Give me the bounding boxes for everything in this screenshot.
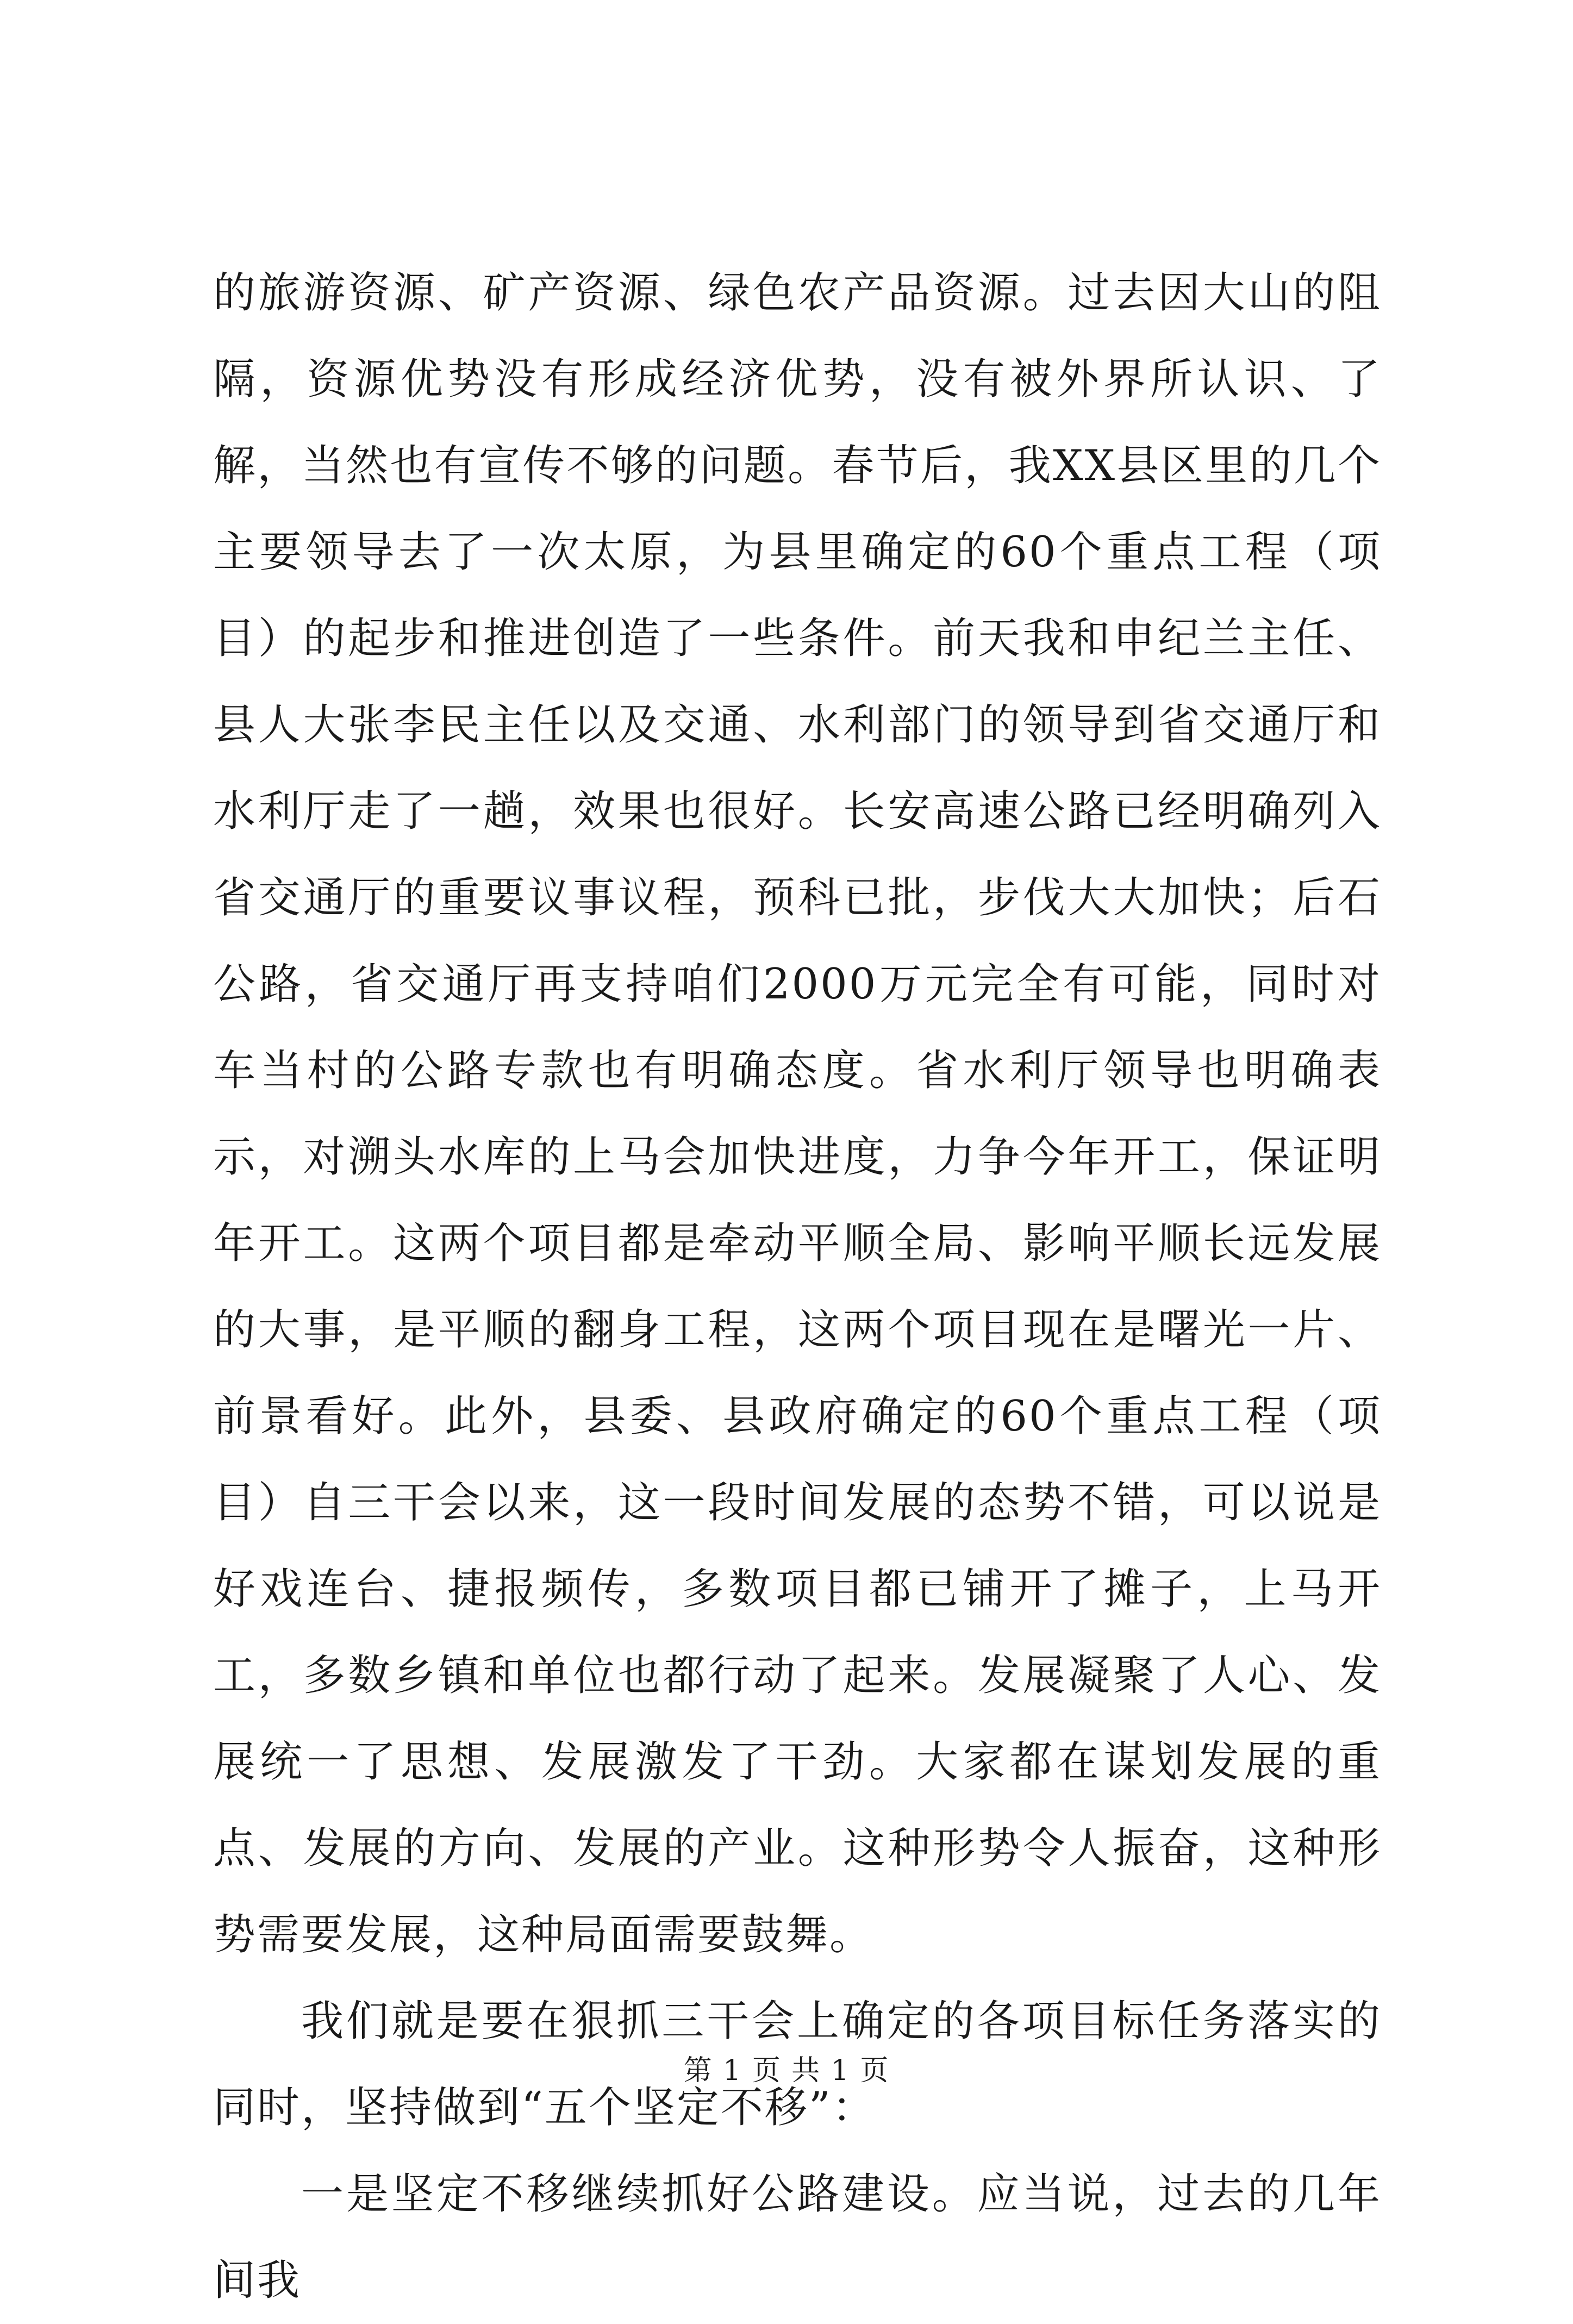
document-body [213, 250, 1382, 2324]
paragraph-road-construction: 一是坚定不移继续抓好公路建设。应当说，过去的几年间我 [213, 2170, 1382, 2305]
paragraph-five-commitments-intro: 我们就是要在狠抓三干会上确定的各项目标任务落实的同时，坚持做到“五个坚定不移”： [213, 1997, 1382, 2132]
page-footer: 第 1 页 共 1 页 [683, 2054, 890, 2087]
paragraph-continuation: 的旅游资源、矿产资源、绿色农产品资源。过去因大山的阻隔，资源优势没有形成经济优势，没有被外界所认识、了解，当然也有宣传不够的问题。春节后，我XX县区里的几个主要领导去了一次太原，为县里确定的60个重点工程（项目）的起步和推进创造了一些条件。前天我和申纪兰主任、县人大张李民主任以及交通、水利部门的领导到省交通厅和水利厅走了一趟，效果也很好。长安高速公路已经明确列入省交通厅的重要议事议程，预科已批，步伐大大加快；后石公路，省交通厅再支持咱们2000万元完全有可能，同时对车当村的公路专款也有明确态度。省水利厅领导也明确表示，对溯头水库的上马会加快进度，力争今年开工，保证明年开工。这两个项目都是牵动平顺全局、影响平顺长远发展的大事，是平顺的翻身工程，这两个项目现在是曙光一片、前景看好。此外，县委、县政府确定的60个重点工程（项目）自三干会以来，这一段时间发展的态势不错，可以说是好戏连台、捷报频传，多数项目都已铺开了摊子，上马开工，多数乡镇和单位也都行动了起来。发展凝聚了人心、发展统一了思想、发展激发了干劲。大家都在谋划发展的重点、发展的方向、发展的产业。这种形势令人振奋，这种形势需要发展，这种局面需要鼓舞。 [213, 268, 1382, 1959]
